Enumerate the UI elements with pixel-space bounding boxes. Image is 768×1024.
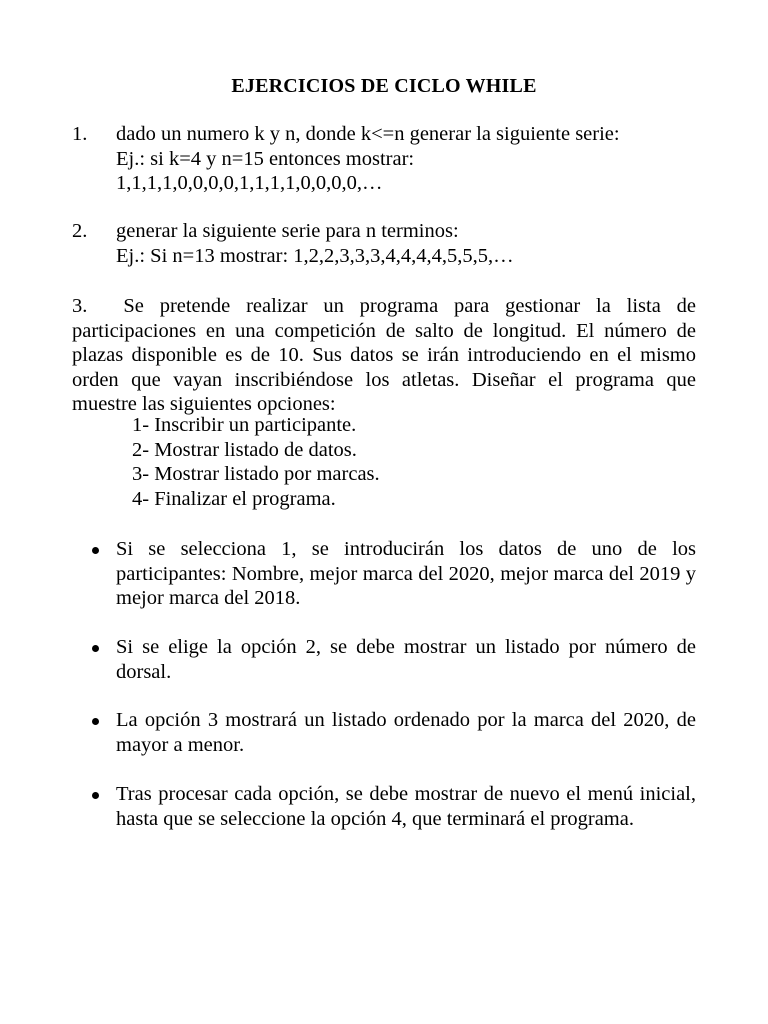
exercise-3 <box>72 294 696 417</box>
list-item-text: Tras procesar cada opción, se debe mostrar de nuevo el menú inicial, hasta que se seleccione la opción 4, que terminará el programa. <box>116 783 696 830</box>
bullet-icon <box>92 645 99 652</box>
document-title: EJERCICIOS DE CICLO WHILE <box>231 75 537 97</box>
bullet-icon <box>92 547 99 554</box>
exercise-number: 1. <box>72 123 88 145</box>
options-menu <box>132 413 380 511</box>
list-item-text: Si se selecciona 1, se introducirán los datos de uno de los participantes: Nombre, mejor marca del 2020, mejor marca del 2019 y mejor marca del 2018. <box>116 538 696 609</box>
exercise-text: Se pretende realizar un programa para gestionar la lista de participaciones en una competición de salto de longitud. El número de plazas disponible es de 10. Sus datos se irán introduciendo en el mismo orden que vayan inscribiéndose los atletas. Diseñar el programa que muestre las siguientes opciones: <box>72 295 696 415</box>
bullet-icon <box>92 718 99 725</box>
exercise-example: Ej.: si k=4 y n=15 entonces mostrar: <box>116 147 415 170</box>
exercise-body <box>116 219 716 268</box>
bullet-icon <box>92 792 99 799</box>
menu-option: 3- Mostrar listado por marcas. <box>132 463 380 485</box>
exercise-series: 1,1,1,1,0,0,0,0,1,1,1,1,0,0,0,0,… <box>116 172 383 194</box>
list-item-text: Si se elige la opción 2, se debe mostrar un listado por número de dorsal. <box>116 636 696 683</box>
exercise-body <box>116 122 716 196</box>
menu-option: 2- Mostrar listado de datos. <box>132 438 357 461</box>
exercise-line: dado un numero k y n, donde k<=n generar la siguiente serie: <box>116 123 620 145</box>
exercise-number: 3. <box>72 295 88 317</box>
exercise-example: Ej.: Si n=13 mostrar: 1,2,2,3,3,3,4,4,4,4,5,5,5,… <box>116 244 514 267</box>
menu-option: 1- Inscribir un participante. <box>132 414 357 436</box>
menu-option: 4- Finalizar el programa. <box>132 487 336 510</box>
list-item-text: La opción 3 mostrará un listado ordenado por la marca del 2020, de mayor a menor. <box>116 709 696 756</box>
exercise-line: generar la siguiente serie para n terminos: <box>116 220 459 242</box>
exercise-number: 2. <box>72 220 88 242</box>
